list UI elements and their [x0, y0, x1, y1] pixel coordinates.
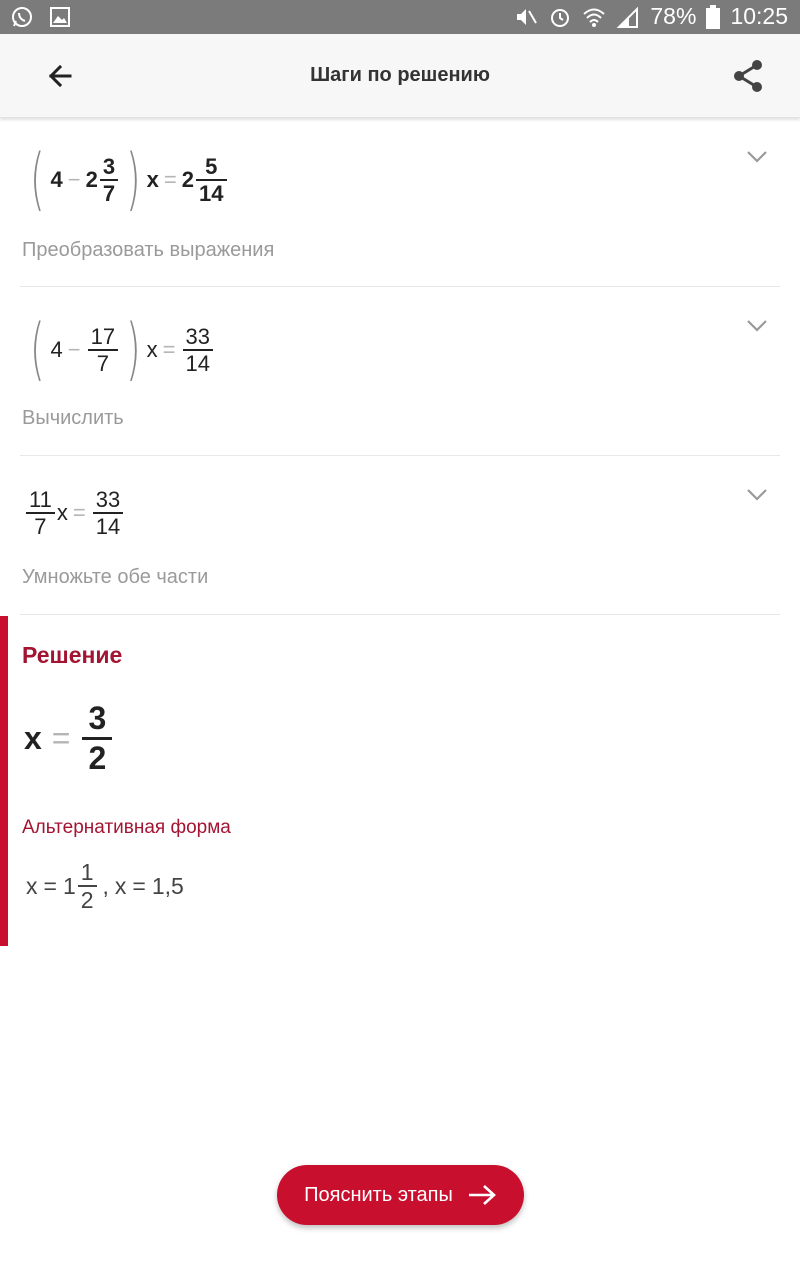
share-icon[interactable]: [732, 58, 764, 94]
battery-icon: [706, 5, 720, 29]
separator: ,: [102, 872, 109, 899]
denominator: 7: [102, 181, 116, 206]
denominator: 7: [34, 514, 47, 539]
variable: x: [114, 872, 127, 899]
fraction: [100, 154, 118, 207]
variable: x: [24, 719, 42, 756]
equals-sign: =: [132, 872, 146, 899]
equals-sign: =: [43, 872, 57, 899]
solution-equation: [24, 688, 114, 788]
fraction: [183, 324, 213, 377]
equals-sign: =: [72, 500, 86, 525]
variable: x: [146, 337, 158, 362]
numerator: 3: [102, 153, 116, 179]
fraction: [26, 487, 55, 540]
whole-part: 2: [181, 167, 195, 192]
step-2-equation: [24, 311, 215, 389]
fraction: [196, 154, 226, 207]
right-paren: ): [126, 140, 141, 219]
variable: x: [26, 872, 38, 899]
left-paren: (: [29, 310, 45, 389]
page-title: Шаги по решению: [310, 64, 490, 86]
solution-heading: Решение: [22, 642, 123, 668]
fraction: [82, 700, 112, 777]
step-3-equation: [24, 480, 125, 546]
arrow-right-icon: [467, 1183, 497, 1207]
status-bar: [0, 0, 800, 34]
whole-part: 1: [62, 872, 76, 899]
step-1-description: Преобразовать выражения: [22, 239, 275, 261]
clock: 10:25: [730, 3, 788, 29]
equals-sign: =: [162, 337, 176, 362]
numerator: 33: [185, 323, 210, 349]
whatsapp-icon: [10, 5, 34, 29]
alternative-form-label: Альтернативная форма: [22, 817, 231, 838]
denominator: 7: [96, 351, 109, 376]
term: 4: [50, 167, 63, 192]
denominator: 2: [80, 887, 94, 913]
step-3-description: Умножьте обе части: [22, 566, 209, 588]
battery-percent: 78%: [650, 3, 697, 29]
numerator: 11: [29, 486, 52, 512]
numerator: 5: [205, 153, 218, 179]
right-paren: ): [126, 310, 141, 389]
step-2-description: Вычислить: [22, 407, 124, 429]
equals-sign: =: [51, 719, 71, 756]
chevron-down-icon[interactable]: [746, 488, 768, 502]
numerator: 33: [95, 486, 121, 512]
left-paren: (: [29, 140, 45, 219]
numerator: 17: [90, 323, 116, 349]
equals-sign: =: [163, 167, 177, 192]
numerator: 3: [88, 699, 107, 736]
step-1-equation: [24, 140, 229, 220]
step-1[interactable]: [20, 120, 780, 287]
denominator: 14: [185, 351, 210, 376]
alarm-icon: [548, 5, 572, 29]
variable: x: [56, 500, 68, 525]
explain-steps-button[interactable]: [277, 1165, 524, 1225]
term: 4: [50, 337, 63, 362]
mute-icon: [514, 5, 538, 29]
decimal-value: 1,5: [151, 872, 184, 899]
solution-section: [0, 616, 800, 946]
whole-part: 2: [85, 167, 98, 192]
fraction: [93, 487, 123, 540]
chevron-down-icon[interactable]: [746, 319, 768, 333]
operator: −: [67, 337, 81, 362]
step-3[interactable]: [20, 456, 780, 615]
app-bar: [0, 34, 800, 118]
gallery-icon: [48, 5, 72, 29]
step-2[interactable]: [20, 287, 780, 456]
fraction: [78, 859, 97, 914]
solution-accent-bar: [0, 616, 8, 946]
operator: −: [67, 167, 81, 192]
fraction: [88, 324, 118, 377]
denominator: 14: [95, 514, 121, 539]
numerator: 1: [80, 858, 94, 885]
denominator: 2: [88, 739, 107, 776]
signal-icon: [616, 5, 640, 29]
denominator: 14: [199, 181, 224, 206]
alternative-form: [26, 850, 184, 922]
chevron-down-icon[interactable]: [746, 150, 768, 164]
explain-steps-label: Пояснить этапы: [304, 1183, 453, 1206]
variable: x: [146, 167, 159, 192]
wifi-icon: [582, 5, 606, 29]
